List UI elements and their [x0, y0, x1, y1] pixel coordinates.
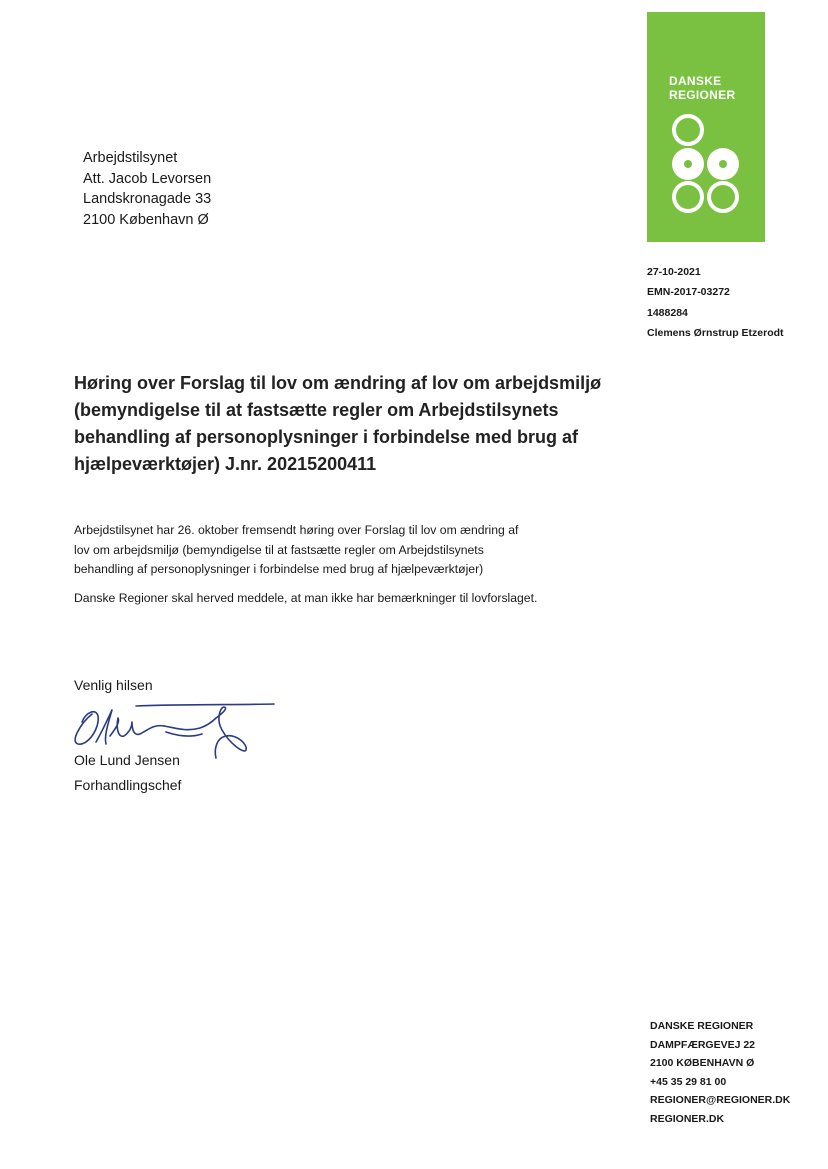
heading-line-4: hjælpeværktøjer) J.nr. 20215200411 [74, 454, 377, 474]
logo-text-line-2: REGIONER [669, 88, 736, 102]
footer-phone: +45 35 29 81 00 [650, 1075, 727, 1088]
heading-line-3: behandling af personoplysninger i forbindelse med brug af [74, 427, 579, 447]
logo-text-line-1: DANSKE [669, 74, 722, 88]
recipient-city: 2100 København Ø [83, 211, 209, 228]
footer-street: DAMPFÆRGEVEJ 22 [650, 1038, 756, 1051]
heading-line-1: Høring over Forslag til lov om ændring af lov om arbejdsmiljø [74, 373, 602, 393]
body-paragraph-1 [74, 521, 654, 580]
closing-greeting: Venlig hilsen [74, 677, 153, 693]
footer-website: REGIONER.DK [650, 1112, 725, 1125]
recipient-attention: Att. Jacob Levorsen [83, 170, 212, 187]
case-number: EMN-2017-03272 [647, 286, 730, 299]
letter-date: 27-10-2021 [647, 266, 701, 278]
logo-circles-icon [647, 12, 765, 242]
heading-line-2: (bemyndigelse til at fastsætte regler om Arbejdstilsynets [74, 400, 559, 420]
footer-city: 2100 KØBENHAVN Ø [650, 1057, 755, 1070]
body-line-3: behandling af personoplysninger i forbindelse med brug af hjælpeværktøjer) [74, 562, 484, 576]
recipient-street: Landskronagade 33 [83, 191, 212, 207]
author-name: Clemens Ørnstrup Etzerodt [647, 327, 784, 340]
signer-name: Ole Lund Jensen [74, 752, 180, 768]
letter-body [74, 521, 654, 608]
signer-title: Forhandlingschef [74, 777, 182, 793]
document-number: 1488284 [647, 306, 688, 319]
letter-metadata [647, 262, 784, 344]
recipient-address [83, 148, 211, 230]
footer-address [650, 1017, 790, 1129]
recipient-name: Arbejdstilsynet [83, 150, 178, 166]
signer-block [74, 748, 181, 798]
body-paragraph-2-text: Danske Regioner skal herved meddele, at man ikke har bemærkninger til lovforslaget. [74, 590, 538, 605]
footer-organization: DANSKE REGIONER [650, 1020, 754, 1032]
letter-heading [74, 370, 634, 478]
body-line-1: Arbejdstilsynet har 26. oktober fremsendt høring over Forslag til lov om ændring af [74, 523, 519, 537]
footer-email: REGIONER@REGIONER.DK [650, 1094, 791, 1107]
danske-regioner-logo [647, 12, 765, 242]
body-line-2: lov om arbejdsmiljø (bemyndigelse til at fastsætte regler om Arbejdstilsynets [74, 542, 484, 557]
body-paragraph-2 [74, 589, 654, 609]
